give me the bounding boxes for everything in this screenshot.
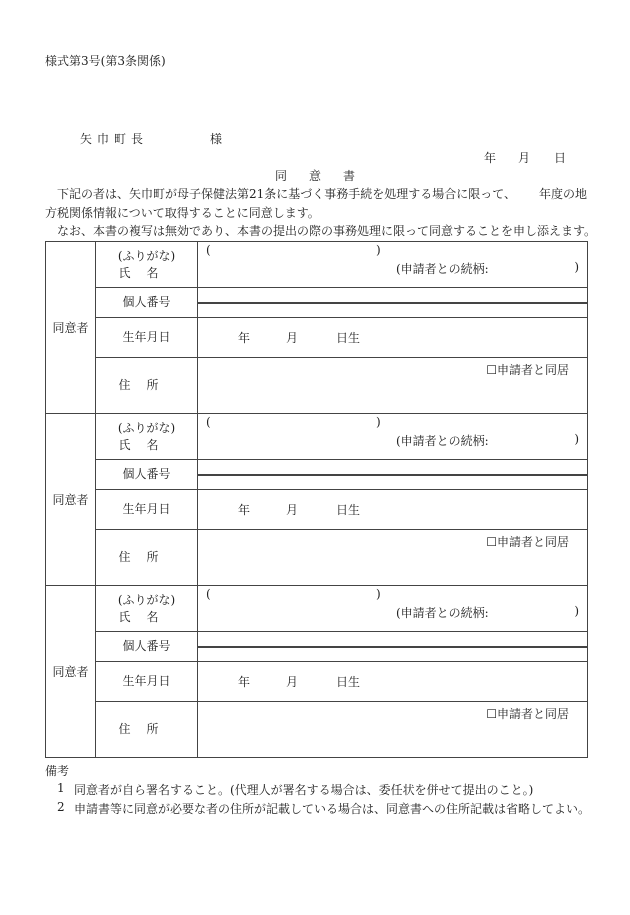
note-1-number: 1 — [57, 781, 65, 795]
birth-day-label: 日生 — [336, 675, 361, 689]
body-line-3: なお、本書の複写は無効であり、本書の提出の際の事務処理に限って同意することを申し添えます。 — [57, 224, 597, 238]
paren-open: ( — [206, 587, 211, 601]
paren-open: ( — [206, 415, 211, 429]
birth-month-label: 月 — [286, 331, 299, 345]
consenter-label: 同意者 — [46, 242, 96, 414]
date-year: 年 — [484, 151, 497, 165]
name-label-cell — [96, 414, 198, 460]
relationship-close: ) — [574, 260, 579, 274]
birthdate-label: 生年月日 — [96, 490, 198, 530]
name-label-cell — [96, 586, 198, 632]
name-label: 氏名 — [118, 609, 175, 624]
personal-number-label: 個人番号 — [96, 632, 198, 662]
relationship-label: (申請者との続柄: — [396, 434, 489, 448]
personal-number-field[interactable] — [198, 632, 588, 662]
birthdate-field[interactable] — [198, 662, 588, 702]
birth-month-label: 月 — [286, 503, 299, 517]
same-residence-checkbox[interactable]: ☐申請者と同居 — [486, 707, 569, 721]
consenter-label: 同意者 — [46, 414, 96, 586]
form-number: 様式第3号(第3条関係) — [45, 54, 166, 68]
fiscal-year-text: 年度の地 — [539, 187, 588, 201]
birthdate-label: 生年月日 — [96, 318, 198, 358]
paren-close: ) — [376, 587, 381, 601]
name-field[interactable] — [198, 586, 588, 632]
consenter-label: 同意者 — [46, 586, 96, 758]
birth-day-label: 日生 — [336, 503, 361, 517]
note-1-text: 同意者が自ら署名すること。(代理人が署名する場合は、委任状を併せて提出のこと。) — [74, 783, 534, 797]
date-day: 日 — [554, 151, 567, 165]
name-field[interactable] — [198, 242, 588, 288]
personal-number-label: 個人番号 — [96, 288, 198, 318]
paren-close: ) — [376, 415, 381, 429]
document-title: 同意書 — [275, 169, 378, 183]
relationship-close: ) — [574, 604, 579, 618]
note-2-number: 2 — [57, 800, 65, 814]
personal-number-field[interactable] — [198, 460, 588, 490]
honorific: 様 — [210, 132, 223, 146]
same-residence-checkbox[interactable]: ☐申請者と同居 — [486, 535, 569, 549]
name-label-cell — [96, 242, 198, 288]
personal-number-label: 個人番号 — [96, 460, 198, 490]
note-2-text: 申請書等に同意が必要な者の住所が記載している場合は、同意書への住所記載は省略してよい。 — [74, 802, 591, 816]
birthdate-label: 生年月日 — [96, 662, 198, 702]
furigana-label: (ふりがな) — [117, 248, 176, 263]
address-field[interactable] — [198, 530, 588, 586]
furigana-label: (ふりがな) — [117, 592, 176, 607]
birthdate-field[interactable] — [198, 318, 588, 358]
relationship-close: ) — [574, 432, 579, 446]
name-label: 氏名 — [118, 437, 175, 452]
relationship-label: (申請者との続柄: — [396, 262, 489, 276]
birth-month-label: 月 — [286, 675, 299, 689]
address-field[interactable] — [198, 702, 588, 758]
paren-close: ) — [376, 243, 381, 257]
birth-day-label: 日生 — [336, 331, 361, 345]
birth-year-label: 年 — [238, 675, 251, 689]
consent-table — [45, 241, 588, 758]
address-field[interactable] — [198, 358, 588, 414]
relationship-label: (申請者との続柄: — [396, 606, 489, 620]
name-label: 氏名 — [118, 265, 175, 280]
birthdate-field[interactable] — [198, 490, 588, 530]
personal-number-field[interactable] — [198, 288, 588, 318]
name-field[interactable] — [198, 414, 588, 460]
address-label: 住所 — [96, 358, 198, 414]
paren-open: ( — [206, 243, 211, 257]
furigana-label: (ふりがな) — [117, 420, 176, 435]
body-line-2: 方税関係情報について取得することに同意します。 — [45, 206, 320, 220]
body-line-1: 下記の者は、矢巾町が母子保健法第21条に基づく事務手続を処理する場合に限って、 — [57, 187, 517, 201]
addressee: 矢巾町長 — [80, 132, 149, 146]
date-month: 月 — [518, 151, 531, 165]
same-residence-checkbox[interactable]: ☐申請者と同居 — [486, 363, 569, 377]
notes-title: 備考 — [45, 764, 70, 778]
address-label: 住所 — [96, 702, 198, 758]
birth-year-label: 年 — [238, 331, 251, 345]
address-label: 住所 — [96, 530, 198, 586]
birth-year-label: 年 — [238, 503, 251, 517]
